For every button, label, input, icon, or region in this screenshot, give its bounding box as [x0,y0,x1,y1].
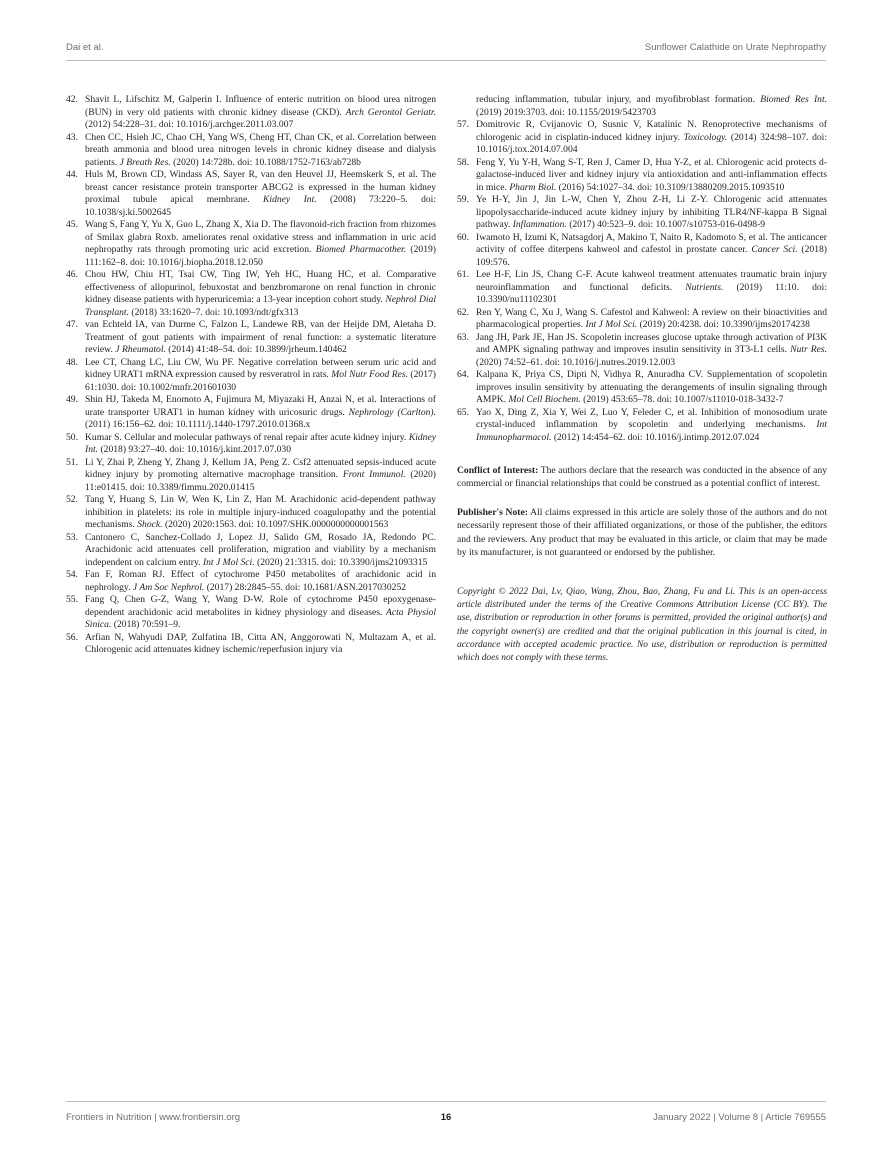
references-left-column [66,94,436,657]
reference-number: 57. [457,119,469,130]
reference-text: Domitrovic R, Cvijanovic O, Susnic V, Katalinic N. Renoprotective mechanisms of chlorogenic acid in cisplatin-induced kidney injury. [476,119,827,143]
publishers-note [457,506,827,560]
reference-citation: (2017) 40:523–9. doi: 10.1007/s10753-016-0498-9 [566,219,766,230]
reference-item [457,307,827,332]
reference-journal: Mol Nutr Food Res. [331,369,408,380]
footer-journal-site: Frontiers in Nutrition | www.frontiersin.org [66,1112,241,1123]
reference-text: Chou HW, Chiu HT, Tsai CW, Ting IW, Yeh HC, Huang HC, et al. Comparative effectiveness of allopurinol, febuxostat and benzbromarone on renal function in chronic kidney disease patients with hyperuricemia: a 13-year inception cohort study. [85,269,436,305]
reference-item [66,357,436,395]
reference-text: Wang S, Fang Y, Yu X, Guo L, Zhang X, Xia D. The flavonoid-rich fraction from rhizomes of Smilax glabra Roxb. ameliorates renal oxidative stress and inflammation in uric acid nephropathy rats through promoting uric acid excretion. [85,219,436,255]
reference-text: Chen CC, Hsieh JC, Chao CH, Yang WS, Cheng HT, Chan CK, et al. Correlation between breath ammonia and blood urea nitrogen levels in chronic kidney disease and dialysis patients. [85,131,436,168]
reference-journal: Pharm Biol. [509,181,557,193]
reference-citation: (2019) 11:10. doi: 10.3390/nu11102301 [476,281,827,305]
reference-text: Huls M, Brown CD, Windass AS, Sayer R, van den Heuvel JJ, Heemskerk S, et al. The breast cancer resistance protein transporter ABCG2 is expressed in the human kidney proximal tubule apical membrane. [85,169,436,205]
reference-number: 59. [457,194,469,205]
reference-citation: (2012) 14:454–62. doi: 10.1016/j.intimp.2012.07.024 [551,431,760,443]
reference-text: Shin HJ, Takeda M, Enomoto A, Fujimura M, Miyazaki H, Anzai N, et al. Interactions of urate transporter URAT1 in human kidney with uricosuric drugs. [85,394,436,418]
page-number: 16 [440,1112,452,1123]
reference-number: 47. [66,319,78,330]
reference-citation: (2016) 54:1027–34. doi: 10.3109/13880209.2015.1093510 [556,181,785,193]
reference-citation: (2020) 74:52–61. doi: 10.1016/j.nutres.2019.12.003 [476,356,676,368]
reference-journal: Toxicology. [683,131,728,143]
reference-journal: J Rheumatol. [115,344,166,355]
reference-text: Cantonero C, Sanchez-Collado J, Lopez JJ, Salido GM, Rosado JA, Redondo PC. Arachidonic acid attenuates cell proliferation, migration and viability by a mechanism independent on calcium entry. [85,531,436,568]
footer-issue-info: January 2022 | Volume 8 | Article 769555 [653,1112,826,1123]
reference-journal: Acta Physiol Sinica. [85,606,436,630]
reference-number: 48. [66,356,78,368]
reference-text: Iwamoto H, Izumi K, Natsagdorj A, Makino T, Naito R, Kadomoto S, et al. The anticancer activity of coffee diterpens kahweol and cafestol in prostate cancer. [476,231,827,255]
reference-text: Ren Y, Wang C, Xu J, Wang S. Cafestol and Kahweol: A review on their bioactivities and pharmacological properties. [476,306,827,330]
reference-number: 54. [66,569,78,580]
reference-number: 62. [457,306,469,318]
header-rule [66,60,826,61]
reference-number: 64. [457,369,469,380]
reference-number: 46. [66,269,78,280]
reference-citation: (2020) 21:3315. doi: 10.3390/ijms21093315 [254,556,428,568]
conflict-of-interest [457,464,827,491]
reference-journal: Int J Mol Sci. [202,556,255,568]
reference-journal: Front Immunol. [342,469,406,480]
reference-number: 55. [66,594,78,605]
reference-citation: (2017) 28:2845–55. doi: 10.1681/ASN.2017030252 [204,581,407,593]
reference-journal: Nephrology (Carlton). [348,406,437,418]
reference-number: 61. [457,269,469,280]
publisher-label: Publisher's Note: [457,506,528,518]
reference-citation: (2019) 453:65–78. doi: 10.1007/s11010-018-3432-7 [580,394,784,405]
reference-item [457,157,827,195]
reference-item [66,94,436,132]
reference-number: 51. [66,456,78,468]
reference-citation: (2017) 61:1030. doi: 10.1002/mnfr.201601030 [85,369,436,393]
reference-citation: (2008) 73:220–5. doi: 10.1038/sj.ki.5002645 [85,194,437,218]
reference-citation: (2018) 70:591–9. [111,619,181,630]
reference-journal: Shock. [137,519,163,530]
reference-journal: Nutr Res. [790,344,827,355]
publisher-text: All claims expressed in this article are solely those of the authors and do not necessarily represent those of their affiliated organizations, or those of the publisher, the editors and the reviewers. Any product that may be evaluated in this article, or claim that may be made by its manufacturer, is not guaranteed or endorsed by the publisher. [457,506,827,559]
reference-citation: (2020) 11:e01415. doi: 10.3389/fimmu.2020.01415 [85,469,436,493]
reference-journal: Cancer Sci. [751,244,798,255]
reference-item [457,94,827,119]
reference-number: 43. [66,131,78,143]
conflict-text: The authors declare that the research was conducted in the absence of any commercial or financial relationships that could be construed as a potential conflict of interest. [457,465,827,490]
reference-journal: Arch Gerontol Geriatr. [345,106,436,118]
reference-citation: (2012) 54:228–31. doi: 10.1016/j.archger.2011.03.007 [85,119,294,130]
reference-text: Fan F, Roman RJ. Effect of cytochrome P450 metabolites of arachidonic acid in nephrology. [85,569,436,593]
reference-item [66,569,436,594]
copyright-notice: Copyright © 2022 Dai, Lv, Qiao, Wang, Zhou, Bao, Zhang, Fu and Li. This is an open-access article distributed under the terms of the Creative Commons Attribution License (CC BY). The use, distribution or reproduction in other forums is permitted, provided the original author(s) and the copyright owner(s) are credited and that the original publication in this journal is cited, in accordance with accepted academic practice. No use, distribution or reproduction is permitted which does not comply with these terms. [457,586,827,664]
reference-number: 44. [66,169,78,180]
reference-journal: Mol Cell Biochem. [508,394,581,405]
reference-item [66,594,436,632]
reference-item [457,194,827,232]
conflict-label: Conflict of Interest: [457,465,539,476]
reference-journal: J Breath Res. [119,156,171,168]
reference-journal: Int J Mol Sci. [585,319,638,330]
reference-citation: (2020) 2020:1563. doi: 10.1097/SHK.0000000000001563 [162,519,389,530]
reference-number: 50. [66,431,78,443]
reference-text: Li Y, Zhai P, Zheng Y, Zhang J, Kellum JA, Peng Z. Csf2 attenuated sepsis-induced acute kidney injury by promoting alternative macrophage transition. [85,456,436,480]
reference-number: 63. [457,331,469,343]
right-column [457,94,827,675]
reference-journal: Int Immunopharmacol. [476,419,827,443]
reference-text: Fang Q, Chen G-Z, Wang Y, Wang D-W. Role of cytochrome P450 epoxygenase-dependent arachidonic acid metabolites in kidney physiology and diseases. [85,594,436,618]
reference-item [66,532,436,570]
reference-citation: (2018) 93:27–40. doi: 10.1016/j.kint.2017.07.030 [98,444,292,455]
reference-number: 45. [66,219,78,230]
reference-item [66,632,436,657]
reference-text: Kumar S. Cellular and molecular pathways of renal repair after acute kidney injury. [85,431,409,443]
reference-journal: Kidney Int. [263,194,317,205]
reference-item [66,269,436,319]
reference-journal: J Am Soc Nephrol. [132,581,205,593]
reference-item [457,332,827,370]
footer-rule [66,1101,826,1102]
reference-text: reducing inflammation, tubular injury, and myofibroblast formation. [476,94,761,105]
reference-text: van Echteld IA, van Durme C, Falzon L, Landewe RB, van der Heijde DM, Aletaha D. Treatment of gout patients with impairment of renal function: a systematic literature review. [85,319,436,355]
reference-item [457,407,827,445]
reference-text: Shavit L, Lifschitz M, Galperin I. Influence of enteric nutrition on blood urea nitrogen (BUN) in very old patients with chronic kidney disease (CKD). [85,94,436,118]
reference-citation: (2019) 111:162–8. doi: 10.1016/j.biopha.2018.12.050 [85,244,436,268]
reference-number: 58. [457,156,469,168]
running-header-title: Sunflower Calathide on Urate Nephropathy [644,42,826,53]
running-header-authors: Dai et al. [66,42,104,53]
reference-journal: Nephrol Dial Transplant. [85,294,436,318]
reference-number: 65. [457,406,469,418]
reference-text: Kalpana K, Priya CS, Dipti N, Vidhya R, Anuradha CV. Supplementation of scopoletin improves insulin sensitivity by attenuating the derangements of insulin signaling through AMPK. [476,369,827,405]
reference-text: Lee H-F, Lin JS, Chang C-F. Acute kahweol treatment attenuates traumatic brain injury neuroinflammation and functional deficits. [476,269,827,293]
reference-journal: Biomed Res Int. [760,94,828,105]
references-right-column [457,94,827,444]
reference-text: Yao X, Ding Z, Xia Y, Wei Z, Luo Y, Feleder C, et al. Inhibition of monosodium urate crystal-induced inflammation by scopoletin and underlying mechanisms. [476,406,827,430]
reference-item [457,232,827,270]
reference-number: 60. [457,231,469,243]
reference-citation: (2014) 324:98–107. doi: 10.1016/j.tox.2014.07.004 [476,131,827,155]
reference-citation: (2018) 33:1620–7. doi: 10.1093/ndt/gfx313 [129,306,299,318]
reference-text: Lee CT, Chang LC, Liu CW, Wu PF. Negative correlation between serum uric acid and kidney URAT1 mRNA expression caused by resveratrol in rats. [85,356,436,380]
reference-citation: (2020) 14:728b. doi: 10.1088/1752-7163/ab728b [170,156,361,168]
reference-citation: (2019) 20:4238. doi: 10.3390/ijms20174238 [637,319,810,330]
reference-journal: Kidney Int. [85,431,436,455]
reference-text: Arfian N, Wahyudi DAP, Zulfatina IB, Citta AN, Anggorowati N, Multazam A, et al. Chlorogenic acid attenuates kidney ischemic/reperfusion injury via [85,631,436,655]
reference-item [66,169,436,219]
reference-number: 53. [66,531,78,543]
reference-text: Feng Y, Yu Y-H, Wang S-T, Ren J, Camer D, Hua Y-Z, et al. Chlorogenic acid protects d-galactose-induced liver and kidney injury via antioxidation and anti-inflammation effects in mice. [476,156,827,193]
reference-item [457,269,827,307]
reference-number: 56. [66,631,78,643]
reference-item [66,319,436,357]
reference-number: 42. [66,94,78,105]
reference-item [457,119,827,157]
reference-item [66,132,436,170]
reference-item [66,494,436,532]
reference-citation: (2014) 41:48–54. doi: 10.3899/jrheum.140462 [165,344,347,355]
reference-text: Jang JH, Park JE, Han JS. Scopoletin increases glucose uptake through activation of PI3K and AMPK signaling pathway and improves insulin sensitivity in 3T3-L1 cells. [476,331,827,355]
reference-citation: (2018) 109:576. [476,244,827,268]
reference-text: Ye H-Y, Jin J, Jin L-W, Chen Y, Zhou Z-H, Li Z-Y. Chlorogenic acid attenuates lipopolysaccharide-induced acute kidney injury by inhibiting TLR4/NF-kappa B Signal pathway. [476,194,827,230]
reference-citation: (2019) 2019:3703. doi: 10.1155/2019/5423703 [476,106,657,118]
reference-journal: Inflammation. [512,219,567,230]
reference-text: Tang Y, Huang S, Lin W, Wen K, Lin Z, Han M. Arachidonic acid-dependent pathway inhibition in platelets: its role in multiple injury-induced coagulopathy and the potential mechanisms. [85,494,436,530]
reference-journal: Biomed Pharmacother. [315,244,407,255]
reference-number: 49. [66,394,78,405]
reference-number: 52. [66,494,78,505]
reference-item [66,219,436,269]
reference-item [66,457,436,495]
reference-item [457,369,827,407]
reference-journal: Nutrients. [685,281,724,293]
reference-item [66,432,436,457]
reference-item [66,394,436,432]
reference-citation: (2011) 16:156–62. doi: 10.1111/j.1440-1797.2010.01368.x [85,419,311,430]
